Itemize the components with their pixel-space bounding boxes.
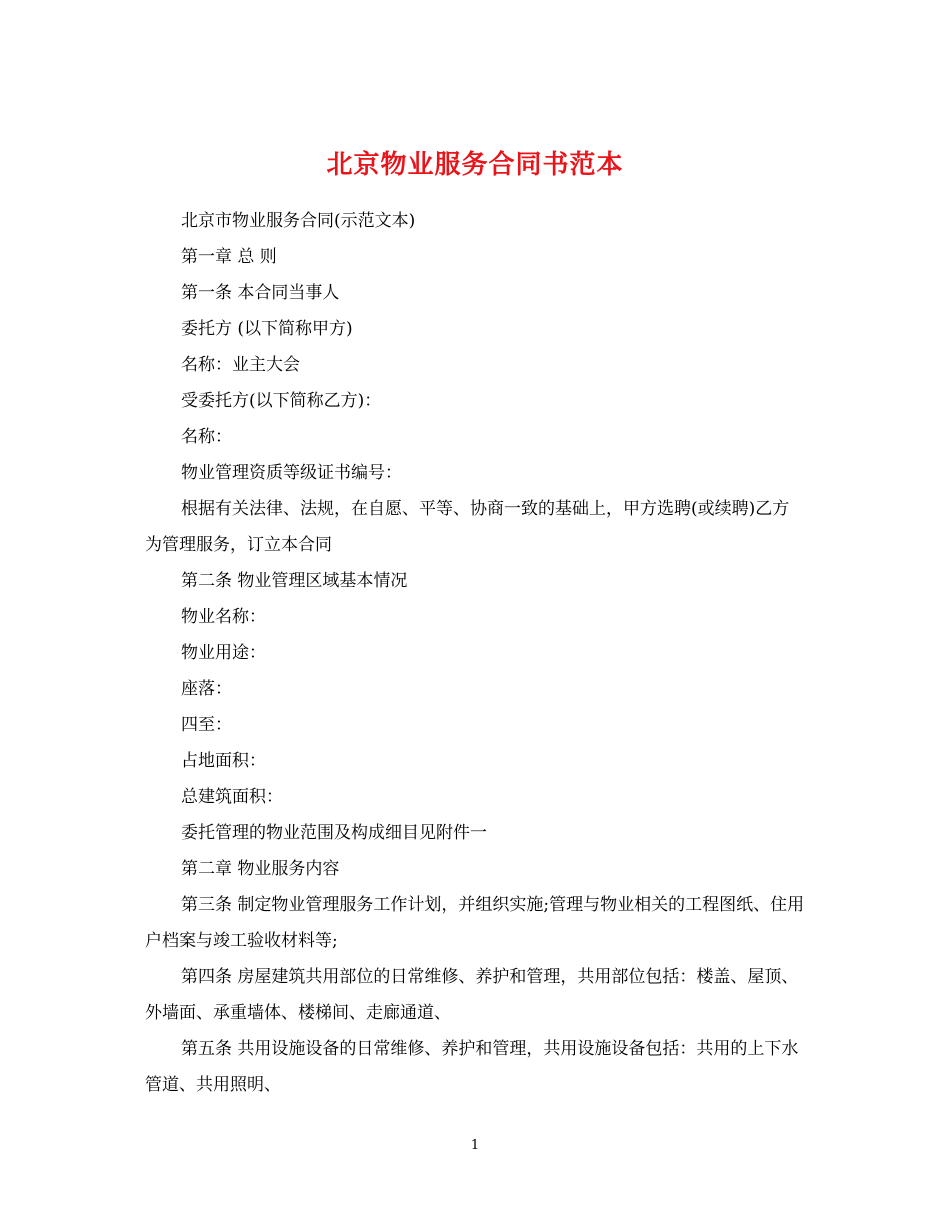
paragraph: 委托管理的物业范围及构成细目见附件一 (181, 823, 487, 843)
paragraph: 四至： (181, 715, 232, 735)
page-number: 1 (470, 1138, 480, 1153)
paragraph: 名称：业主大会 (181, 355, 300, 375)
paragraph: 第五条 共用设施设备的日常维修、养护和管理，共用设施设备包括：共用的上下水管道、共用照明、 (145, 1039, 799, 1095)
paragraph: 第二章 物业服务内容 (181, 859, 340, 879)
paragraph: 总建筑面积： (181, 787, 283, 807)
paragraph: 物业管理资质等级证书编号： (181, 463, 402, 483)
paragraph: 座落： (181, 679, 232, 699)
paragraph: 第四条 房屋建筑共用部位的日常维修、养护和管理，共用部位包括：楼盖、屋顶、外墙面、承重墙体、楼梯间、走廊通道、 (145, 967, 799, 1023)
paragraph: 第二条 物业管理区域基本情况 (181, 571, 408, 591)
document-body (145, 203, 805, 1103)
paragraph: 物业用途： (181, 643, 266, 663)
paragraph: 物业名称： (181, 607, 266, 627)
document-title: 北京物业服务合同书范本 (326, 150, 624, 181)
paragraph: 北京市物业服务合同(示范文本) (181, 211, 416, 231)
paragraph: 第三条 制定物业管理服务工作计划，并组织实施;管理与物业相关的工程图纸、住用户档案与竣工验收材料等; (145, 895, 805, 951)
paragraph: 委托方 (以下简称甲方) (181, 319, 353, 339)
paragraph: 第一条 本合同当事人 (181, 283, 340, 303)
paragraph: 占地面积： (181, 751, 266, 771)
paragraph: 第一章 总 则 (181, 247, 277, 267)
paragraph: 受委托方(以下简称乙方)： (181, 391, 382, 411)
paragraph: 根据有关法律、法规，在自愿、平等、协商一致的基础上，甲方选聘(或续聘)乙方为管理服务，订立本合同 (145, 499, 790, 555)
paragraph: 名称： (181, 427, 232, 447)
